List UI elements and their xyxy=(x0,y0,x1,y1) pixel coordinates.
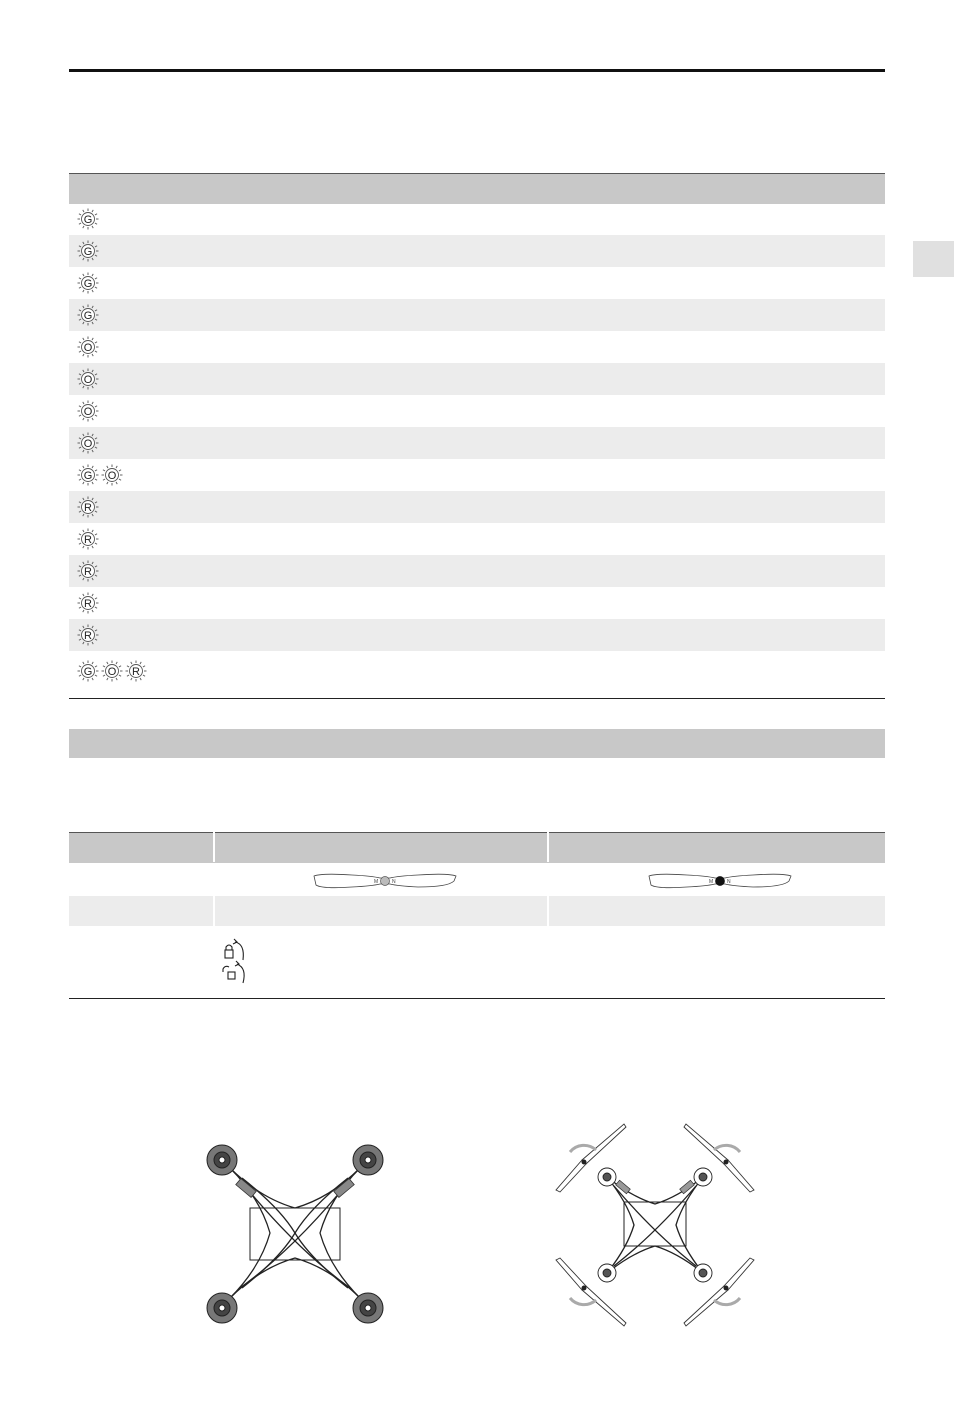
blinking-led-o-icon xyxy=(78,337,99,358)
led-status-row xyxy=(69,363,885,395)
row-divider xyxy=(547,896,549,926)
led-indicator-icons xyxy=(77,271,105,295)
led-status-row xyxy=(69,491,885,523)
blinking-led-r-icon xyxy=(126,661,147,682)
svg-text:M: M xyxy=(374,879,379,885)
blinking-led-g-icon xyxy=(78,465,99,486)
svg-text:R: R xyxy=(84,630,92,642)
led-status-row xyxy=(69,235,885,267)
section-header-bar xyxy=(69,729,885,758)
led-indicator-icons xyxy=(77,367,105,391)
svg-text:O: O xyxy=(83,438,93,450)
blinking-led-o-icon xyxy=(78,401,99,422)
led-indicator-icons xyxy=(77,559,105,583)
propeller-table-bottom-rule xyxy=(69,998,885,999)
led-indicator-icons xyxy=(77,659,153,683)
propeller-black-hub-icon xyxy=(647,870,793,892)
led-status-row xyxy=(69,267,885,299)
svg-text:M: M xyxy=(709,879,714,885)
aircraft-without-propellers xyxy=(200,1138,390,1328)
svg-text:R: R xyxy=(84,534,92,546)
row-divider xyxy=(213,896,215,926)
svg-text:R: R xyxy=(84,566,92,578)
svg-text:G: G xyxy=(83,278,93,290)
led-status-table xyxy=(69,173,885,699)
blinking-led-g-icon xyxy=(78,305,99,326)
led-indicator-icons xyxy=(77,591,105,615)
blinking-led-g-icon xyxy=(78,273,99,294)
led-indicator-icons xyxy=(77,527,105,551)
svg-text:R: R xyxy=(132,666,140,678)
svg-text:G: G xyxy=(83,246,93,258)
blinking-led-g-icon xyxy=(78,661,99,682)
led-indicator-icons xyxy=(77,495,105,519)
svg-text:R: R xyxy=(84,598,92,610)
header-divider xyxy=(213,832,215,862)
led-status-row xyxy=(69,331,885,363)
blinking-led-g-icon xyxy=(78,209,99,230)
led-indicator-icons xyxy=(77,463,129,487)
svg-text:O: O xyxy=(83,374,93,386)
blinking-led-r-icon xyxy=(78,529,99,550)
svg-text:O: O xyxy=(83,342,93,354)
svg-text:N: N xyxy=(392,879,396,885)
led-status-row xyxy=(69,299,885,331)
svg-text:O: O xyxy=(107,470,117,482)
svg-text:G: G xyxy=(83,214,93,226)
led-table-bottom-rule xyxy=(69,698,885,699)
led-status-row xyxy=(69,555,885,587)
led-indicator-icons xyxy=(77,623,105,647)
led-indicator-icons xyxy=(77,303,105,327)
aircraft-with-propellers xyxy=(552,1122,758,1328)
led-status-row xyxy=(69,523,885,555)
led-status-row xyxy=(69,619,885,651)
blinking-led-o-icon xyxy=(78,433,99,454)
propeller-gray-hub-icon xyxy=(312,870,458,892)
svg-text:R: R xyxy=(84,502,92,514)
led-indicator-icons xyxy=(77,207,105,231)
led-status-row xyxy=(69,651,885,691)
propeller-table-row xyxy=(69,896,885,926)
blinking-led-r-icon xyxy=(78,625,99,646)
led-status-row xyxy=(69,587,885,619)
blinking-led-r-icon xyxy=(78,497,99,518)
section-tab xyxy=(913,241,954,277)
propeller-table xyxy=(69,832,885,999)
led-indicator-icons xyxy=(77,239,105,263)
blinking-led-o-icon xyxy=(102,465,123,486)
blinking-led-g-icon xyxy=(78,241,99,262)
lock-unlock-arrows-icon xyxy=(221,936,251,986)
svg-text:G: G xyxy=(83,666,93,678)
led-indicator-icons xyxy=(77,431,105,455)
top-rule xyxy=(69,69,885,72)
svg-text:O: O xyxy=(83,406,93,418)
blinking-led-r-icon xyxy=(78,561,99,582)
svg-text:G: G xyxy=(83,470,93,482)
svg-text:N: N xyxy=(727,879,731,885)
led-indicator-icons xyxy=(77,399,105,423)
led-status-row xyxy=(69,459,885,491)
header-divider xyxy=(547,832,549,862)
blinking-led-o-icon xyxy=(78,369,99,390)
propeller-table-header xyxy=(69,832,885,863)
led-status-row xyxy=(69,427,885,459)
led-status-row xyxy=(69,395,885,427)
led-status-row xyxy=(69,203,885,235)
led-indicator-icons xyxy=(77,335,105,359)
svg-text:G: G xyxy=(83,310,93,322)
blinking-led-r-icon xyxy=(78,593,99,614)
led-table-header xyxy=(69,173,885,204)
svg-text:O: O xyxy=(107,666,117,678)
blinking-led-o-icon xyxy=(102,661,123,682)
